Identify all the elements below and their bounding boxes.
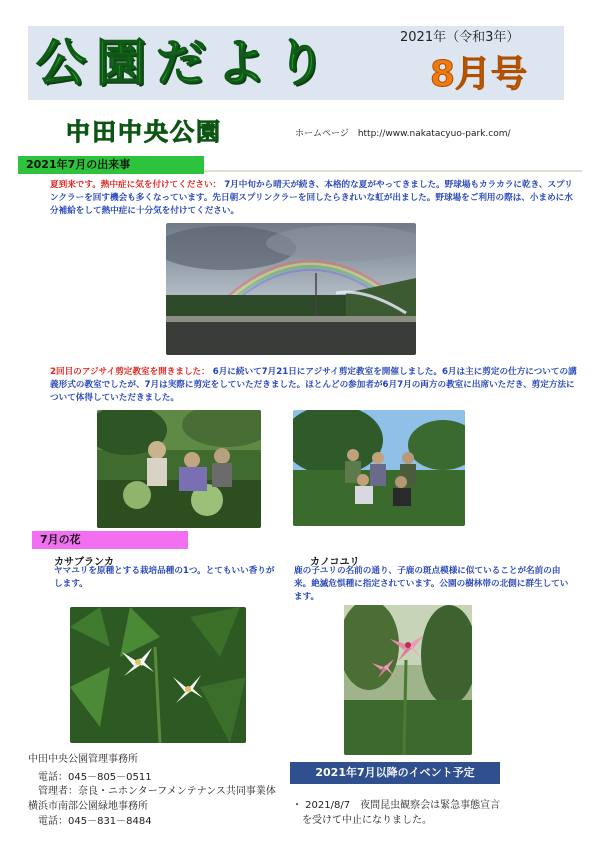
flower2-name: カノコユリ — [310, 557, 360, 568]
newsletter-title: 公園だより — [36, 34, 336, 92]
flower2-desc: 鹿の子ユリの名前の通り、子鹿の斑点模様に似ていることが名前の由来。絶滅危惧種に指定されています。公園の樹林帯の北側に群生しています。 — [294, 566, 569, 602]
office2-name: 横浜市南部公園緑地事務所 — [28, 801, 148, 812]
casablanca-image — [70, 607, 246, 743]
article-hydrangea-body: 6月に続いて7月21日にアジサイ剪定教室を開催しました。6月は主に剪定の仕方についての講義形式の教室でしたが、7月は実際に剪定をしていただきました。ほとんどの参加者が6月7月の両方の教室に出席いただき、剪定方法について体得していただきました。 — [50, 367, 577, 403]
issue-month: 8月号 — [430, 54, 528, 95]
article-heat — [50, 179, 580, 218]
event-notice — [292, 798, 582, 828]
rainbow-photo-image — [166, 223, 416, 355]
pruning-class-image — [97, 410, 261, 528]
park-name: 中田中央公園 — [66, 118, 222, 146]
participants-image — [293, 410, 465, 526]
issue-year: 2021年（令和3年） — [400, 30, 520, 45]
event-notice-line1: ・ 2021/8/7 夜間昆虫観察会は緊急事態宣言 — [292, 800, 501, 811]
article-heat-heading: 夏到来です。熱中症に気を付けてください： — [50, 180, 222, 190]
flower1-name: カサブランカ — [54, 557, 114, 568]
event-notice-line2: を受けて中止になりました。 — [302, 815, 432, 826]
kanokoyuri-photo — [344, 605, 472, 755]
rainbow-photo — [166, 223, 416, 355]
event-schedule-tag: 2021年7月以降のイベント予定 — [290, 762, 500, 784]
office1-phone: 電話：045－805－0511 — [38, 772, 152, 783]
office2-phone: 電話：045－831－8484 — [38, 816, 152, 827]
pruning-class-photo — [97, 410, 261, 528]
participants-photo — [293, 410, 465, 526]
manager-name: 管理者：奈良・ニホンターフメンテナンス共同事業体 — [38, 786, 276, 797]
article-hydrangea — [50, 366, 580, 405]
casablanca-photo — [70, 607, 246, 743]
office1-name: 中田中央公園管理事務所 — [28, 754, 138, 765]
article-hydrangea-heading: 2回目のアジサイ剪定教室を開きました： — [50, 367, 210, 377]
article-heat-body: 7月中旬から晴天が続き、本格的な夏がやってきました。野球場もカラカラに乾き、スプリンクラーを回す機会も多くなっています。先日朝スプリンクラーを回したらきれいな虹が出ました。野球場をご利用の際は、小まめに水分補給をして熱中症に十分気を付けてください。 — [50, 180, 573, 216]
kanokoyuri-image — [344, 605, 472, 755]
events-section-tag: 2021年7月の出来事 — [18, 156, 204, 174]
flower1-desc: ヤマユリを原種とする栽培品種の1つ。とてもいい香りがします。 — [54, 566, 275, 589]
flowers-section-tag: 7月の花 — [32, 531, 188, 549]
homepage-link[interactable]: ホームページ http://www.nakatacyuo-park.com/ — [295, 129, 511, 139]
